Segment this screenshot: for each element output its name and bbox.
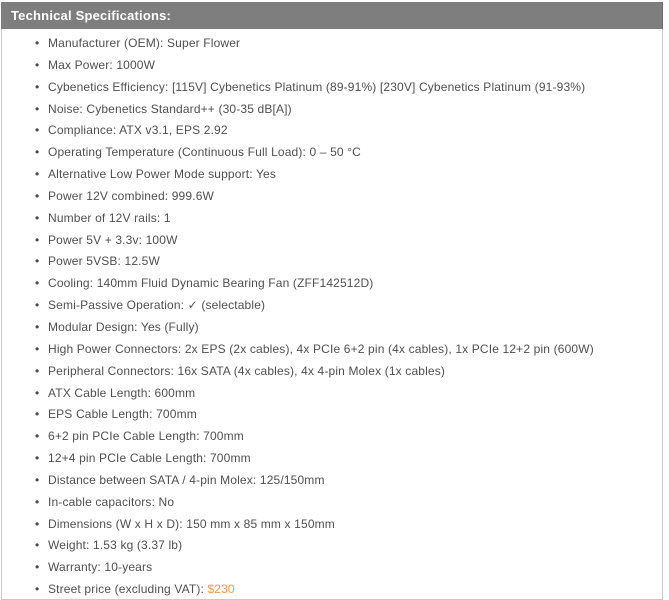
spec-item: • Power 12V combined: 999.6W <box>35 186 650 208</box>
spec-item: • EPS Cable Length: 700mm <box>35 404 650 426</box>
spec-item: • Cybenetics Efficiency: [115V] Cybenetics Platinum (89-91%) [230V] Cybenetics Platinum (91-93%) <box>35 77 650 99</box>
spec-item: • Dimensions (W x H x D): 150 mm x 85 mm x 150mm <box>35 514 650 536</box>
spec-item: • High Power Connectors: 2x EPS (2x cables), 4x PCIe 6+2 pin (4x cables), 1x PCIe 12+2 pin (600W) <box>35 339 650 361</box>
spec-item: • Noise: Cybenetics Standard++ (30-35 dB[A]) <box>35 99 650 121</box>
panel-body <box>1 29 663 600</box>
spec-item-street-price <box>35 579 650 600</box>
spec-item: • Cooling: 140mm Fluid Dynamic Bearing Fan (ZFF142512D) <box>35 273 650 295</box>
spec-item: • Operating Temperature (Continuous Full Load): 0 – 50 °C <box>35 142 650 164</box>
spec-item: • Compliance: ATX v3.1, EPS 2.92 <box>35 120 650 142</box>
spec-list <box>2 29 662 600</box>
spec-item: • Peripheral Connectors: 16x SATA (4x cables), 4x 4-pin Molex (1x cables) <box>35 361 650 383</box>
panel-header <box>1 2 663 29</box>
spec-item: • Modular Design: Yes (Fully) <box>35 317 650 339</box>
spec-item: • Number of 12V rails: 1 <box>35 208 650 230</box>
spec-item: • 6+2 pin PCIe Cable Length: 700mm <box>35 426 650 448</box>
spec-item: • Power 5V + 3.3v: 100W <box>35 230 650 252</box>
spec-item: • Max Power: 1000W <box>35 55 650 77</box>
spec-item: • Weight: 1.53 kg (3.37 lb) <box>35 535 650 557</box>
spec-item: • Semi-Passive Operation: ✓ (selectable) <box>35 295 650 317</box>
spec-item: • Alternative Low Power Mode support: Yes <box>35 164 650 186</box>
spec-item: • Warranty: 10-years <box>35 557 650 579</box>
spec-item: • 12+4 pin PCIe Cable Length: 700mm <box>35 448 650 470</box>
spec-item: • Power 5VSB: 12.5W <box>35 251 650 273</box>
spec-item: • ATX Cable Length: 600mm <box>35 383 650 405</box>
tech-specs-panel <box>1 2 663 600</box>
spec-item: • Distance between SATA / 4-pin Molex: 125/150mm <box>35 470 650 492</box>
street-price-value: $230 <box>207 582 235 597</box>
spec-item: • In-cable capacitors: No <box>35 492 650 514</box>
street-price-label: Street price (excluding VAT): <box>48 582 208 597</box>
spec-item: • Manufacturer (OEM): Super Flower <box>35 33 650 55</box>
panel-title: Technical Specifications: <box>11 8 172 23</box>
